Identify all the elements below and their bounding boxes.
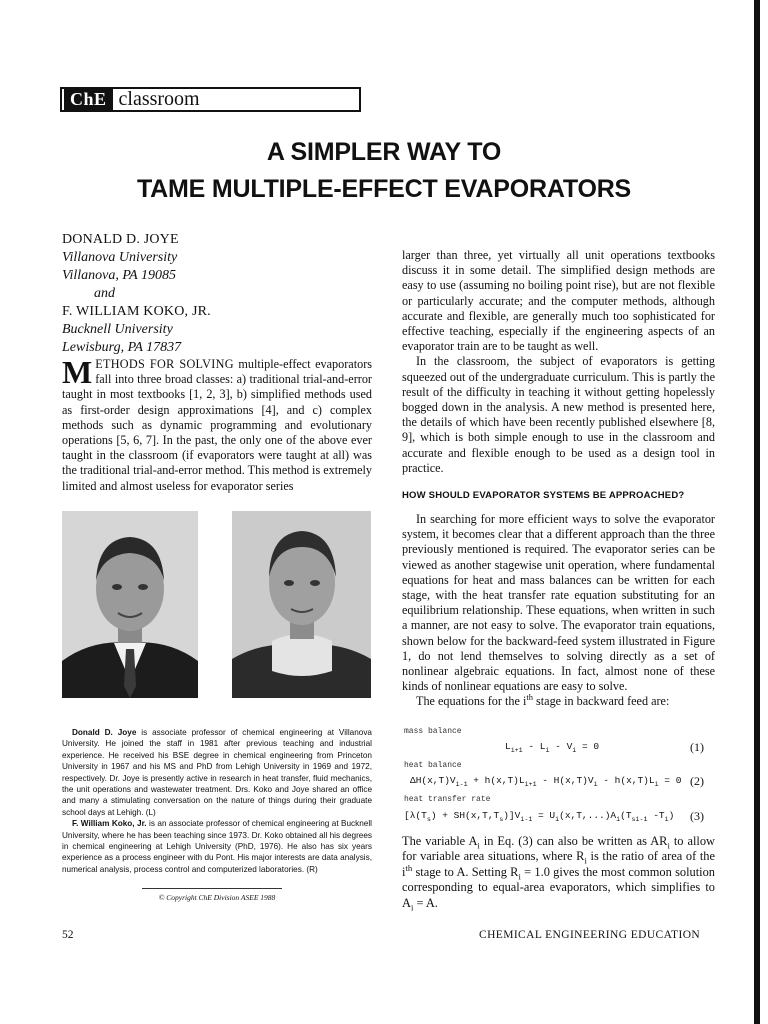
right-column-body-top	[402, 248, 715, 476]
paragraph-4: The equations for the $i^{th}$ stage in backward feed are:	[416, 692, 670, 709]
equation-2-number: (2)	[690, 774, 704, 788]
drop-cap: M	[62, 354, 93, 390]
bio-1-name: Donald D. Joye	[72, 728, 137, 737]
photo-joye	[62, 511, 198, 698]
che-logo: ChE	[64, 89, 113, 110]
equation-3-number: (3)	[690, 809, 704, 823]
paragraph-2: In the classroom, the subject of evaporators is getting squeezed out of the undergraduate curriculum. This is partly the result of the difficulty in teaching it without getting hopelessly bogged down in the analysis. A new method is presented here, the details of which have been recently published elsewhere [8, 9], which is both simple enough to use in the classroom and accurate and flexible enough to be used as a design tool in practice.	[402, 354, 715, 475]
equation-3: $[\lambda(T_s) + SH(x,T,T_s)]V_{i-1} = U_i(x,T,...)A_i(T_{si-1}$ $-T_i$)	[404, 810, 675, 823]
author-conjunction: and	[94, 286, 115, 301]
article-title-line2: TAME MULTIPLE-EFFECT EVAPORATORS	[136, 175, 632, 203]
left-column-body	[62, 354, 372, 494]
eq-label-heat-transfer-rate: heat transfer rate	[404, 795, 491, 804]
author-2-address: Lewisburg, PA 17837	[62, 340, 182, 355]
bio-2-text: is an associate professor of chemical engineering at Bucknell University, where he has been teaching since 1973. Dr. Koko obtained all his degrees in chemical engineering at Lehigh University (PhD, 1976). He also has six years experience as a process engineer with du Pont. His major interests are data analysis, numerical analysis, process control and computerized laboratories. (R)	[62, 819, 372, 874]
author-1-name: DONALD D. JOYE	[62, 232, 179, 247]
portrait-koko-image	[232, 511, 371, 698]
author-2-affiliation: Bucknell University	[62, 322, 173, 337]
section-heading: HOW SHOULD EVAPORATOR SYSTEMS BE APPROACHED?	[402, 490, 685, 501]
copyright-rule	[142, 888, 282, 889]
right-column-body-bottom	[402, 834, 715, 911]
photo-koko	[232, 511, 371, 698]
right-column-body-mid	[402, 512, 715, 710]
section-name: classroom	[118, 88, 200, 110]
author-1-address: Villanova, PA 19085	[62, 268, 176, 283]
paragraph-5: The variable $A_i$ in Eq. (3) can also be written as $AR_i$ to allow for variable area situations, where $R_i$ is the ratio of area of the $i^{th}$ stage to A. Setting $R_i = 1.0$ gives the most common solution corresponding to equal-area evaporators, which simplifies to $A_i = A$.	[402, 834, 716, 913]
author-1-affiliation: Villanova University	[62, 250, 178, 265]
author-block	[62, 231, 362, 357]
author-bios	[62, 727, 372, 875]
copyright-notice: © Copyright ChE Division ASEE 1988	[158, 893, 276, 902]
paragraph-3: In searching for more efficient ways to solve the evaporator system, it becomes clear that a different approach than the three previously mentioned is required. The evaporator series can be viewed as another stagewise unit operation, where fundamental equations for heat and mass balances can be written for each stage, with the heat transfer rate equation substituting for an equilibrium relationship. These equations, when written in such a manner, are not easy to solve. The evaporator train equations, shown below for the backward-feed system illustrated in Figure 1, do not lend themselves to solving directly as a set of nonlinear algebraic equations. In fact, almost none of these kinds of nonlinear equations are easy to solve.	[402, 512, 715, 694]
paragraph-1: larger than three, yet virtually all unit operations textbooks discuss it in some detail. The simplified design methods are easy to use (assuming no boiling point rise), but are not flexible or particularly accurate; and the computer methods, although accurate and flexible, are generally much too sophisticated for effective teaching, especially if the engineering aspects of an evaporator train are to be taught as well.	[402, 248, 715, 354]
journal-name: CHEMICAL ENGINEERING EDUCATION	[479, 929, 701, 941]
author-2-name: F. WILLIAM KOKO, JR.	[62, 304, 211, 319]
bio-2-name: F. William Koko, Jr.	[72, 819, 147, 829]
equation-2: $\Delta H(x,T)V_{i-1} + h(x,T)L_{i+1} - H(x,T)V_i - h(x,T)L_i = 0$	[410, 775, 682, 788]
lead-in: ETHODS FOR SOLVING	[95, 357, 234, 371]
bio-1-text: is associate professor of chemical engineering at Villanova University. He joined the staff in 1981 after previous teaching and industrial experience. He received his BSE degree in chemical engineering from Princeton University in 1967 and his MS and PhD from Lehigh University in 1969 and 1972, respectively. Dr. Joye is presently active in research in heat transfer, fluid mechanics, the unit operations and wastewater treatment. Drs. Koko and Joye shared an office and many a stimulating conversation on the nature of things during their graduate school days at Lehigh. (L)	[62, 728, 372, 817]
portrait-joye-image	[62, 511, 198, 698]
section-banner	[60, 87, 361, 112]
page-number: 52	[62, 929, 74, 941]
intro-text: multiple-effect evaporators fall into three broad classes: a) traditional trial-and-error taught in most textbooks [1, 2, 3], b) simplified methods used as first-order design approximations [4], and c) complex methods such as dynamic programming and evolutionary operations [5, 6, 7]. In the past, the only one of the above ever taught in the classroom (if evaporators were taught at all) was the traditional trial-and-error method. This method is extremely limited and almost useless for evaporator series	[62, 357, 372, 493]
equation-1-number: (1)	[690, 740, 704, 754]
eq-label-heat-balance: heat balance	[404, 761, 462, 770]
equation-1: $L_{i+1} - L_i - V_i = 0$	[505, 741, 600, 754]
eq-label-mass-balance: mass balance	[404, 727, 462, 736]
article-title-line1: A SIMPLER WAY TO	[266, 138, 502, 166]
